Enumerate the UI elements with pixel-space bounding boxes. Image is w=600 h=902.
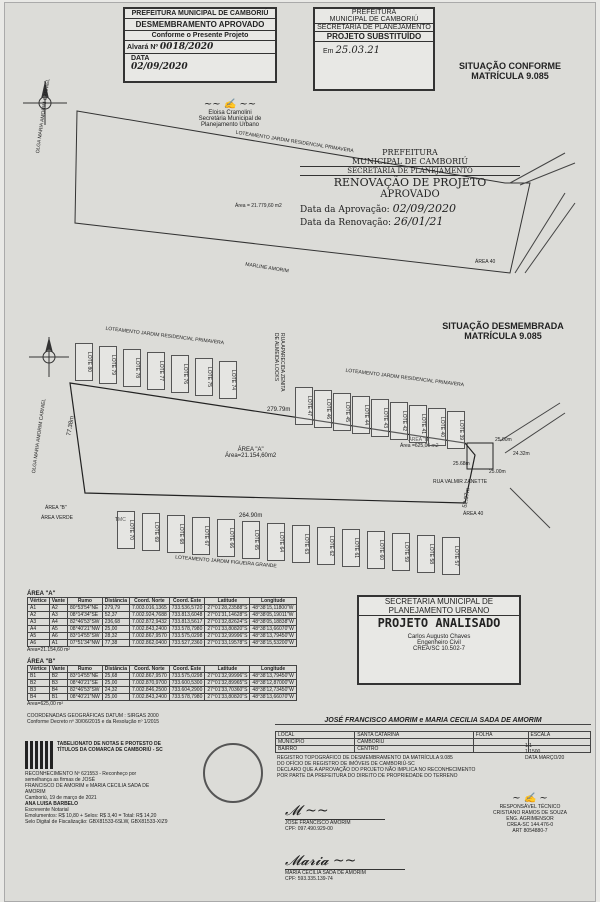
- description-line: DECLARO QUE A APROVAÇÃO DO PROJETO NÃO IMPLICA NO RECONHECIMENTO: [277, 767, 476, 773]
- table-cell: 733.527,2360: [169, 640, 205, 647]
- table-cell: A4: [49, 619, 67, 626]
- title-block-cell: ESCALA: [528, 732, 590, 739]
- table-row: [28, 633, 297, 640]
- table-cell: A4: [28, 626, 50, 633]
- area-value: Área =625,00 m2: [400, 443, 439, 449]
- dimension-label: 264.90m: [239, 513, 263, 519]
- recognition-line: RECONHECIMENTO Nº 621553 - Reconheço por: [25, 771, 137, 777]
- table-cell: A6: [49, 633, 67, 640]
- title-block-meta: [525, 743, 564, 761]
- qr-code-icon: [25, 741, 53, 769]
- table-cell: 25,68: [102, 673, 129, 680]
- road-label: OLGA MARIA AMORIM CARNIEL: [31, 398, 48, 474]
- stamp-line: MUNICIPAL DE CAMBORIÚ: [315, 16, 433, 24]
- sheet-number: 1/1: [525, 743, 532, 749]
- table-cell: 236,68: [102, 619, 129, 626]
- lot-parcel: LOTE 47: [295, 387, 313, 425]
- table-header: Rumo: [68, 666, 103, 673]
- table-row: [28, 673, 297, 680]
- lot-parcel: LOTE 57: [442, 537, 460, 575]
- table-cell: 7.002.843,2400: [130, 694, 170, 701]
- dimension-label: 77.38m: [66, 415, 76, 437]
- lot-parcel: LOTE 46: [314, 390, 332, 428]
- table-cell: 27°01'33,80820"S: [205, 694, 250, 701]
- stamp-line: PROJETO ANALISADO: [377, 616, 501, 630]
- stamp-line: PLANEJAMENTO URBANO: [359, 606, 519, 616]
- renewal-stamp: [300, 148, 520, 228]
- lot-parcel: LOTE 78: [123, 349, 141, 387]
- table-title: ÁREA "B": [27, 659, 56, 665]
- table-cell: 25,00: [102, 626, 129, 633]
- alvara-label: Alvará Nº: [127, 44, 158, 51]
- signer-name: JOSÉ FRANCISCO AMORIM: [285, 820, 351, 826]
- street-line: [520, 163, 575, 185]
- resp-role: ENG. AGRIMENSOR: [506, 816, 554, 822]
- table-cell: 27°01'32,99996"S: [205, 673, 250, 680]
- dimension-label: 25.00m: [489, 469, 506, 475]
- road-label: RUA VALMIR ZANETTE: [433, 479, 488, 485]
- lot-parcel: LOTE 60: [367, 531, 385, 569]
- table-row: [28, 687, 297, 694]
- table-header: Latitude: [205, 598, 250, 605]
- coordinates-table-a: [27, 597, 297, 647]
- art-value: 8054880-7: [523, 828, 548, 834]
- table-cell: 27°01'28,23588"S: [205, 605, 250, 612]
- table-cell: 83°14'55"SW: [68, 633, 103, 640]
- table-cell: 733.604,2900: [169, 687, 205, 694]
- table-cell: 7.002.924,7688: [130, 612, 170, 619]
- lot-parcel: LOTE 39: [447, 411, 465, 449]
- table-cell: B1: [49, 694, 67, 701]
- table-cell: 7.002.862,0400: [130, 640, 170, 647]
- lot-parcel: LOTE 45: [333, 393, 351, 431]
- stamp-line: SECRETARIA MUNICIPAL DE: [384, 597, 494, 606]
- area-title: ÁREA "B": [408, 437, 431, 443]
- owners-title: JOSÉ FRANCISCO AMORIM e MARIA CECILIA SADA DE AMORIM: [275, 717, 591, 725]
- table-title: ÁREA "A": [27, 591, 56, 597]
- title-block-row: [276, 732, 591, 739]
- table-cell: 733.536,5720: [169, 605, 205, 612]
- table-area-a-block: [27, 591, 297, 653]
- notary-role: Escrevente Notarial: [25, 807, 69, 813]
- dimension-label: 25.68m: [453, 461, 470, 467]
- lot-parcel: LOTE 43: [371, 399, 389, 437]
- approval-stamp: [123, 7, 277, 83]
- table-cell: 80°53'54"NE: [68, 605, 103, 612]
- table-header: Latitude: [205, 666, 250, 673]
- table-cell: 27°01'32,82624"S: [205, 619, 250, 626]
- area-title: ÁREA "A": [237, 447, 264, 453]
- resp-crea: CREA-SC 144.476-0: [506, 822, 554, 828]
- dimension-label: 24.32m: [513, 451, 530, 457]
- table-cell: 733.813,6048: [169, 612, 205, 619]
- date-label: DATA: [525, 755, 538, 761]
- table-cell: 733.575,0298: [169, 633, 205, 640]
- lot-parcel: LOTE 61: [342, 529, 360, 567]
- owner-signature-2: 𝓜𝓪𝓻𝓲𝓪 ~~ MARIA CECILIA SADA DE AMORIM CPF: 593.335.139-74: [285, 853, 425, 882]
- table-cell: 7.002.870,9700: [130, 680, 170, 687]
- table-header: Vante: [49, 598, 67, 605]
- signer-cpf: CPF: 593.335.139-74: [285, 876, 333, 882]
- note-line: Conforme Decreto nº 30/06/2015 e da Resolução nº 1/2015: [27, 719, 160, 725]
- title-block-cell: CAMBORIÚ: [355, 739, 474, 746]
- table-header: Coord. Norte: [130, 666, 170, 673]
- table-row: [28, 605, 297, 612]
- table-header: Longitude: [250, 598, 296, 605]
- resp-label: RESPONSÁVEL TÉCNICO: [499, 804, 561, 810]
- table-cell: A3: [49, 612, 67, 619]
- table-cell: 08°14'34"SE: [68, 612, 103, 619]
- table-header: Vante: [49, 666, 67, 673]
- table-cell: 48°38'13,66070"W: [250, 626, 296, 633]
- road-label: LOTEAMENTO JARDIM RESIDENCIAL PRIMAVERA: [105, 325, 225, 347]
- area-label: ÁREA 40: [463, 511, 484, 517]
- table-cell: 733.600,5300: [169, 680, 205, 687]
- description-line: DO OFÍCIO DE REGISTRO DE IMÓVEIS DE CAMBORIÚ-SC: [277, 761, 415, 767]
- table-header: Distância: [102, 598, 129, 605]
- title-line: MATRÍCULA 9.085: [464, 331, 542, 341]
- alvara-value: 0018/2020: [159, 42, 214, 52]
- table-cell: 27°01'31,14628"S: [205, 612, 250, 619]
- area-label: TMC: [115, 517, 126, 523]
- table-cell: 733.578,7980: [169, 694, 205, 701]
- lot-parcel: LOTE 41: [409, 405, 427, 443]
- road-label: RUA APARECIDA ZENITA DE ALMEIDA LOCKS: [273, 333, 285, 392]
- area-value: Área = 21.779,60 m2: [235, 203, 282, 209]
- document-sheet: [4, 2, 596, 902]
- table-cell: 7.002.867,9570: [130, 673, 170, 680]
- table-header: Coord. Norte: [130, 598, 170, 605]
- notary-block: [25, 741, 195, 825]
- area-label: ÁREA VERDE: [41, 515, 73, 521]
- analyst-crea: CREA/SC 10.502-7: [412, 646, 466, 652]
- resp-name: CRISTIANO RAMOS DE SOUZA: [493, 810, 567, 816]
- area-label: ÁREA "B": [45, 505, 67, 511]
- title-block-cell: SANTA CATARINA: [355, 732, 474, 739]
- table-cell: 7.002.843,2400: [130, 626, 170, 633]
- table-cell: A6: [28, 640, 50, 647]
- date-label: Em: [323, 48, 334, 55]
- stamp-line: Conforme o Presente Projeto: [125, 31, 275, 41]
- area-b-outline: [467, 443, 493, 469]
- stamp-line: RENOVAÇÃO DE PROJETO: [333, 176, 487, 189]
- road-label: LOTEAMENTO JARDIM RESIDENCIAL PRIMAVERA: [235, 129, 355, 155]
- coordinates-table-b: [27, 665, 297, 701]
- table-row: [28, 694, 297, 701]
- note-line: COORDENADAS GEOGRÁFICAS DATUM : SIRGAS 2000: [27, 713, 159, 719]
- table-cell: 279,79: [102, 605, 129, 612]
- title-block-cell: BAIRRO: [276, 746, 355, 753]
- table-footer: Área=625,00 m²: [27, 701, 63, 707]
- notary-seal-icon: [203, 743, 263, 803]
- lot-parcel: LOTE 74: [219, 361, 237, 399]
- table-cell: A2: [28, 612, 50, 619]
- table-cell: 52,37: [102, 612, 129, 619]
- recognition-line: FRANCISCO DE AMORIM e MARIA CECILIA SADA DE: [25, 783, 150, 789]
- table-cell: 733.813,5617: [169, 619, 205, 626]
- table-header: Distância: [102, 666, 129, 673]
- table-cell: 83°14'55"NE: [68, 673, 103, 680]
- table-cell: B3: [49, 680, 67, 687]
- table-cell: 48°38'13,79450"W: [250, 673, 296, 680]
- notary-name: ANA LUISA BARBELO: [25, 801, 78, 807]
- renewal-label: Data da Renovação:: [300, 218, 392, 228]
- analyst-name: Carlos Augusto Chaves: [407, 634, 471, 640]
- lot-parcel: LOTE 66: [217, 519, 235, 557]
- lot-parcel: LOTE 76: [171, 355, 189, 393]
- lot-parcel: LOTE 65: [242, 521, 260, 559]
- title-block-cell: [473, 739, 528, 746]
- table-header: Rumo: [68, 598, 103, 605]
- table-cell: A1: [28, 605, 50, 612]
- title-line: MATRÍCULA 9.085: [471, 71, 549, 81]
- date-label: DATA: [131, 55, 150, 62]
- stamp-line: APROVADO: [380, 189, 440, 200]
- lot-parcel: LOTE 40: [428, 408, 446, 446]
- table-area-b-block: [27, 659, 297, 707]
- lot-parcel: LOTE 79: [99, 346, 117, 384]
- title-line: SITUAÇÃO DESMEMBRADA: [442, 321, 564, 331]
- table-cell: 82°46'53"SW: [68, 619, 103, 626]
- table-cell: B4: [49, 687, 67, 694]
- dimension-label: 25.00m: [495, 437, 512, 443]
- lot-parcel: LOTE 62: [317, 527, 335, 565]
- table-cell: B2: [28, 680, 50, 687]
- table-row: [28, 640, 297, 647]
- recognition-line: Camboriú, 19 de março de 2021: [25, 795, 97, 801]
- road-label: LOTEAMENTO JARDIM FIGUEIRA GRANDE: [174, 554, 277, 570]
- approval-date: 02/09/2020: [392, 202, 456, 215]
- table-row: [28, 626, 297, 633]
- notary-line: TÍTULOS DA COMARCA DE CAMBORIÚ - SC: [57, 747, 163, 753]
- stamp-line: SECRETARIA DE PLANEJAMENTO: [300, 166, 520, 176]
- signature-role: Planejamento Urbano: [200, 122, 260, 128]
- table-row: [28, 619, 297, 626]
- signature-role: Secretária Municipal de: [198, 116, 262, 122]
- road-label: OLGA MARIA AMORIM CARNIEL: [35, 78, 52, 154]
- table-cell: 48°38'05,19011"W: [250, 612, 296, 619]
- north-arrow-icon: [29, 337, 69, 377]
- table-cell: A1: [49, 640, 67, 647]
- lot-parcel: LOTE 70: [117, 511, 135, 549]
- renewal-date: 26/01/21: [393, 215, 444, 228]
- date-value: 02/09/2020: [131, 62, 188, 72]
- signature-name: Eloisa Cramolini: [208, 110, 252, 116]
- table-cell: B3: [28, 687, 50, 694]
- table-cell: A5: [49, 626, 67, 633]
- table-cell: 733.575,0298: [169, 673, 205, 680]
- lot-parcel: LOTE 58: [417, 535, 435, 573]
- dimension-label: 52.37m: [462, 487, 472, 509]
- stamp-line: DESMEMBRAMENTO APROVADO: [125, 19, 275, 31]
- description-line: REGISTRO TOPOGRÁFICO DE DESMEMBRAMENTO DA MATRÍCULA 9.085: [277, 755, 453, 761]
- table-cell: 27°01'32,99996"S: [205, 633, 250, 640]
- table-cell: 48°38'05,18838"W: [250, 619, 296, 626]
- table-cell: 25,00: [102, 680, 129, 687]
- title-block-cell: [473, 746, 528, 753]
- table-cell: 07°51'34"NW: [68, 640, 103, 647]
- stamp-line: PROJETO SUBSTITUÍDO: [315, 32, 433, 42]
- table-cell: 28,32: [102, 633, 129, 640]
- table-cell: 82°46'53"SW: [68, 687, 103, 694]
- notary-seal: Selo Digital de Fiscalização: GBX81533-6SLW, GBX81533-XIZ9: [25, 819, 168, 825]
- table-cell: 7.003.016,1365: [130, 605, 170, 612]
- stamp-line: PREFEITURA: [351, 9, 397, 16]
- lot-parcel: LOTE 63: [292, 525, 310, 563]
- top-signature: ~~ ✍ ~~ Eloisa Cramolini Secretária Municipal de Planejamento Urbano: [185, 99, 275, 128]
- signer-name: MARIA CECILIA SADA DE AMORIM: [285, 870, 366, 876]
- technical-responsible: ~ ✍ ~ RESPONSÁVEL TÉCNICO CRISTIANO RAMOS DE SOUZA ENG. AGRIMENSOR CREA-SC 144.476-0 ART 8054880-7: [475, 793, 585, 834]
- date-value: 25.03.21: [335, 45, 380, 56]
- table-cell: A5: [28, 633, 50, 640]
- lot-parcel: LOTE 67: [192, 517, 210, 555]
- lot-parcel: LOTE 42: [390, 402, 408, 440]
- table-cell: B1: [28, 673, 50, 680]
- stamp-line: PREFEITURA MUNICIPAL DE CAMBORIÚ: [125, 9, 275, 19]
- table-header: Coord. Este: [169, 666, 205, 673]
- date-value: MARÇO/20: [538, 755, 565, 761]
- approval-label: Data da Aprovação:: [300, 205, 390, 215]
- table-cell: 48°38'13,79450"W: [250, 633, 296, 640]
- table-header: Coord. Este: [169, 598, 205, 605]
- stamp-line: MUNICIPAL DE CAMBORIÚ: [351, 157, 469, 166]
- notary-line: TABELIONATO DE NOTAS E PROTESTO DE: [57, 741, 161, 747]
- lot-parcel: LOTE 77: [147, 352, 165, 390]
- stamp-line: PREFEITURA: [382, 148, 438, 157]
- lot-parcel: LOTE 64: [267, 523, 285, 561]
- table-cell: B2: [49, 673, 67, 680]
- table-cell: 7.002.867,9570: [130, 633, 170, 640]
- description-line: POR PARTE DA PREFEITURA DO DIREITO DE PROPRIEDADE DO TERRENO: [277, 773, 458, 779]
- street-line: [515, 193, 565, 273]
- table-cell: B4: [28, 694, 50, 701]
- table-cell: 24,32: [102, 687, 129, 694]
- stamp-line: SECRETARIA DE PLANEJAMENTO: [315, 24, 433, 32]
- table-cell: 7.002.872,9432: [130, 619, 170, 626]
- analyzed-stamp: [357, 595, 521, 685]
- lot-parcel: LOTE 44: [352, 396, 370, 434]
- area-value: Área=21.154,60m2: [225, 453, 277, 459]
- table-footer: Área=21.154,60 m²: [27, 647, 70, 653]
- table-cell: 27°01'33,19578"S: [205, 640, 250, 647]
- dimension-label: 279.79m: [267, 407, 291, 413]
- table-header: Vértice: [28, 666, 50, 673]
- title-block-cell: CENTRO: [355, 746, 474, 753]
- road-label: MARLINE AMORIM: [244, 261, 290, 275]
- table-cell: 25,00: [102, 694, 129, 701]
- table-cell: 77,38: [102, 640, 129, 647]
- table-row: [28, 680, 297, 687]
- owner-signature-1: 𝓜 ~~ JOSÉ FRANCISCO AMORIM CPF: 097.490.929-00: [285, 803, 405, 832]
- art-label: ART: [512, 828, 523, 834]
- table-cell: 27°01'32,89965"S: [205, 680, 250, 687]
- table-row: [28, 612, 297, 619]
- recognition-line: semelhança as firmas de JOSÉ: [25, 777, 96, 783]
- table-cell: 08°40'21"NW: [68, 694, 103, 701]
- lot-parcel: LOTE 75: [195, 358, 213, 396]
- table-cell: 27°01'33,80820"S: [205, 626, 250, 633]
- title-line: SITUAÇÃO CONFORME: [459, 61, 561, 71]
- lot-parcel: LOTE 80: [75, 343, 93, 381]
- analyst-role: Engenheiro Civil: [417, 640, 461, 646]
- table-cell: 08°40'21"NW: [68, 626, 103, 633]
- table-header: Vértice: [28, 598, 50, 605]
- area-a-label: [225, 447, 276, 459]
- table-cell: 48°38'15,53200"W: [250, 640, 296, 647]
- table-cell: 08°40'21"SE: [68, 680, 103, 687]
- street-line: [510, 488, 550, 528]
- title-block-cell: MUNICÍPIO: [276, 739, 355, 746]
- title-block-cell: LOCAL: [276, 732, 355, 739]
- table-cell: 48°38'13,66070"W: [250, 694, 296, 701]
- table-cell: 7.002.846,2500: [130, 687, 170, 694]
- table-cell: 48°38'12,73450"W: [250, 687, 296, 694]
- table-cell: 733.578,7980: [169, 626, 205, 633]
- coordinates-note: [27, 713, 159, 725]
- table-cell: A3: [28, 619, 50, 626]
- street-line: [525, 203, 575, 273]
- table-cell: 48°38'12,87000"W: [250, 680, 296, 687]
- lot-parcel: LOTE 69: [142, 513, 160, 551]
- table-header: Longitude: [250, 666, 296, 673]
- scale: 1:1500: [525, 749, 541, 755]
- area-label: ÁREA 40: [475, 259, 496, 265]
- table-cell: 48°38'15,11800"W: [250, 605, 296, 612]
- table-cell: 27°01'33,70360"S: [205, 687, 250, 694]
- title-block-cell: FOLHA: [473, 732, 528, 739]
- recognition-line: AMORIM: [25, 789, 46, 795]
- road-label: LOTEAMENTO JARDIM RESIDENCIAL PRIMAVERA: [345, 367, 465, 389]
- lot-parcel: LOTE 68: [167, 515, 185, 553]
- lot-parcel: LOTE 59: [392, 533, 410, 571]
- notary-fees: Emolumentos: R$ 10,80 + Selos: R$ 3,40 = Total: R$ 14,20: [25, 813, 157, 819]
- signer-cpf: CPF: 097.490.929-00: [285, 826, 333, 832]
- table-cell: A2: [49, 605, 67, 612]
